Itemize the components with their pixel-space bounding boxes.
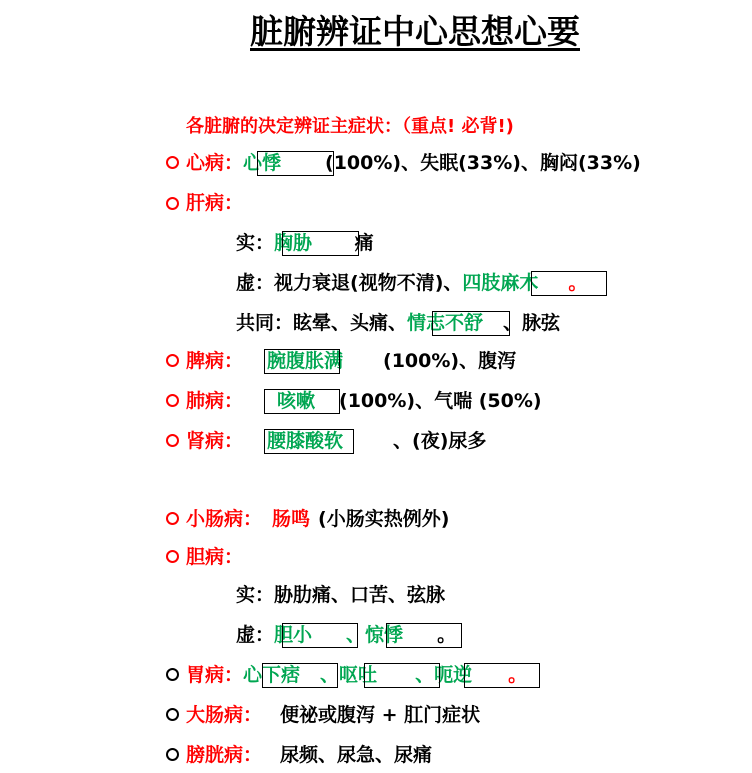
answer-box-stomach-1 [262, 663, 338, 688]
answer-lung: 咳嗽 [277, 390, 316, 412]
answer-stomach-3: 呃逆 [434, 664, 473, 686]
bullet-small-intestine [166, 512, 179, 525]
text-bladder: 尿频、尿急、尿痛 [280, 744, 433, 766]
label-small-intestine: 小肠病： [186, 508, 263, 530]
answer-spleen: 腕腹胀满 [267, 350, 344, 372]
answer-gallbladder-deficiency-2: 惊悸 [365, 624, 404, 646]
bullet-stomach [166, 668, 179, 681]
answer-box-liver-excess [282, 231, 359, 256]
answer-stomach-1: 心下痞 [243, 664, 301, 686]
answer-heart: 心悸 [243, 152, 282, 174]
row-gallbladder-excess [236, 582, 445, 608]
rest-heart: (100%)、失眠(33%)、胸闷(33%) [325, 152, 641, 174]
label-bladder: 膀胱病： [186, 744, 263, 766]
bullet-gallbladder [166, 550, 179, 563]
dot-stomach: 。 [508, 664, 528, 686]
answer-liver-deficiency-1: 四肢 [462, 272, 501, 294]
answer-gallbladder-deficiency-1: 胆小 [274, 624, 313, 646]
page-title: 脏腑辨证中心思想心要 [250, 12, 580, 51]
row-large-intestine [186, 702, 480, 728]
rest-liver-excess: 痛 [348, 232, 374, 254]
answer-kidney: 腰膝酸软 [267, 430, 344, 452]
answer-box-spleen [264, 349, 340, 374]
answer-liver-deficiency-2: 麻木 [500, 272, 539, 294]
rest-liver-common: 、脉弦 [503, 312, 561, 334]
text-gallbladder-excess: 胁肋痛、口苦、弦脉 [274, 584, 446, 606]
dot-gallbladder-deficiency: 。 [437, 624, 457, 646]
sep-stomach-2: 、 [415, 664, 435, 686]
bullet-heart [166, 156, 179, 169]
bullet-large-intestine [166, 708, 179, 721]
row-lung [186, 388, 542, 414]
label-gallbladder-excess: 实： [236, 584, 275, 606]
answer-liver-excess: 胸胁 [274, 232, 313, 254]
rest-spleen: (100%)、腹泻 [383, 350, 517, 372]
answer-box-stomach-3 [464, 663, 540, 688]
label-liver-deficiency: 虚： [236, 272, 275, 294]
label-kidney: 肾病： [186, 430, 244, 452]
sep-stomach-1: 、 [320, 664, 340, 686]
label-liver-excess: 实： [236, 232, 275, 254]
label-stomach: 胃病： [186, 664, 244, 686]
dot-liver-deficiency: 。 [568, 272, 588, 294]
bullet-kidney [166, 434, 179, 447]
answer-stomach-2: 呕吐 [339, 664, 378, 686]
text-liver-deficiency: 视力衰退(视物不清)、 [274, 272, 463, 294]
label-gallbladder-deficiency: 虚： [236, 624, 275, 646]
rest-small-intestine: (小肠实热例外) [318, 508, 450, 530]
answer-box-liver-deficiency [531, 271, 607, 296]
section-subtitle: 各脏腑的决定辨证主症状：（重点! 必背!) [186, 116, 514, 137]
answer-box-kidney [264, 429, 354, 454]
answer-box-gallbladder-2 [386, 623, 462, 648]
bullet-spleen [166, 354, 179, 367]
label-gallbladder: 胆病： [186, 546, 244, 568]
text-large-intestine: 便祕或腹泻 + 肛门症状 [280, 704, 481, 726]
answer-box-gallbladder-1 [282, 623, 358, 648]
sep-gallbladder-deficiency: 、 [346, 624, 366, 646]
row-small-intestine [186, 506, 449, 532]
rest-kidney: 、(夜)尿多 [393, 430, 487, 452]
row-liver-common [236, 310, 560, 336]
label-lung: 肺病： [186, 390, 244, 412]
answer-small-intestine: 肠鸣 [272, 508, 311, 530]
label-liver-common: 共同： [236, 312, 294, 334]
answer-box-lung [264, 389, 340, 414]
bullet-liver [166, 197, 179, 210]
bullet-bladder [166, 748, 179, 761]
row-spleen [186, 348, 516, 374]
label-spleen: 脾病： [186, 350, 244, 372]
rest-lung: (100%)、气喘 (50%) [339, 390, 542, 412]
row-heart [186, 150, 641, 176]
text-liver-common: 眩晕、头痛、 [293, 312, 408, 334]
label-large-intestine: 大肠病： [186, 704, 263, 726]
answer-box-stomach-2 [364, 663, 440, 688]
bullet-lung [166, 394, 179, 407]
answer-box-heart [257, 151, 334, 176]
row-bladder [186, 742, 432, 768]
label-liver: 肝病： [186, 192, 244, 214]
answer-box-liver-common [432, 311, 510, 336]
label-heart: 心病： [186, 152, 244, 174]
answer-liver-common: 情志不舒 [407, 312, 484, 334]
